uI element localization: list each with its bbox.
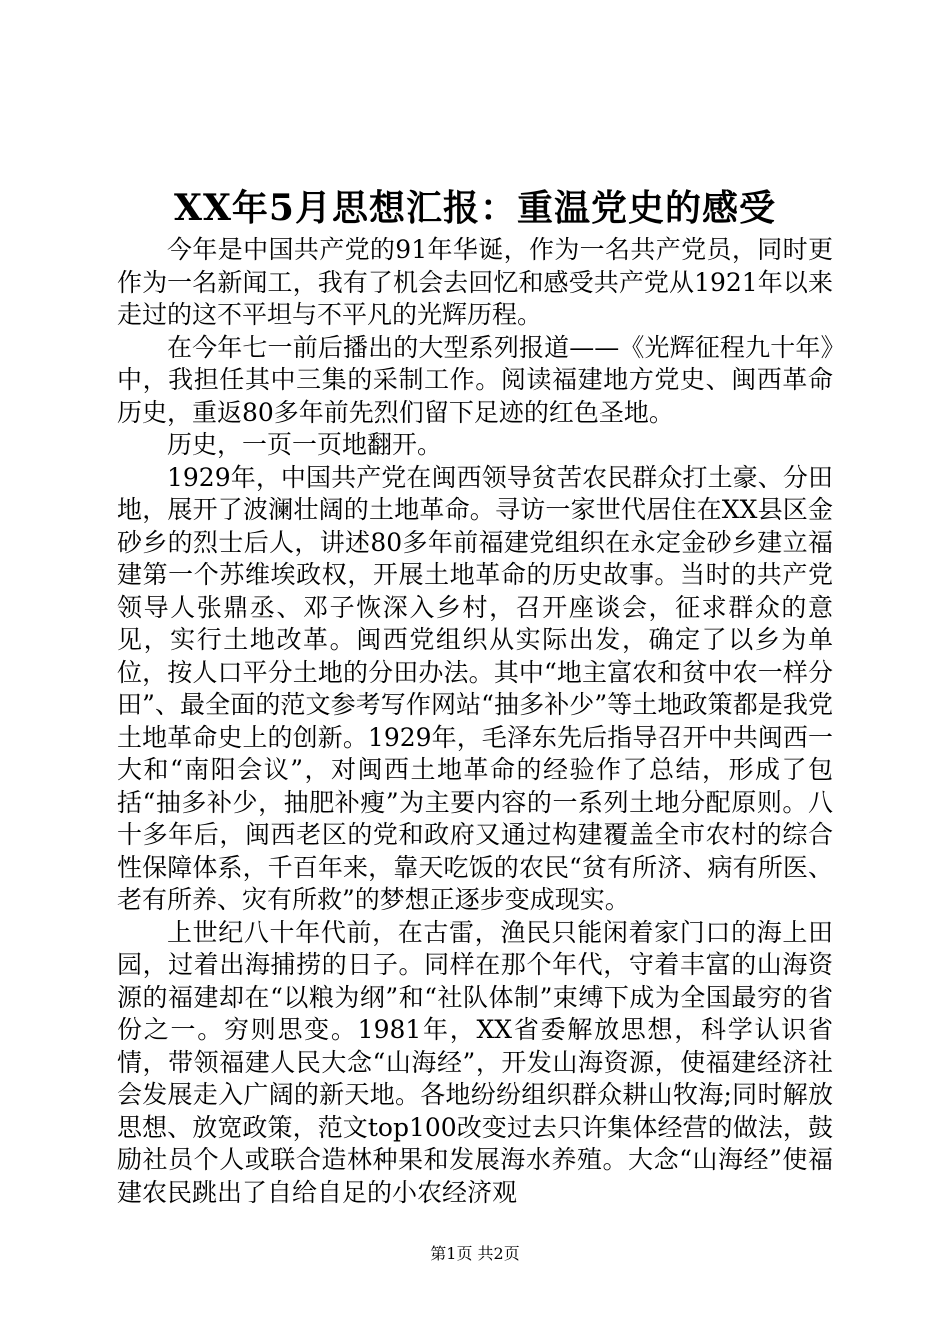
document-body [117, 234, 833, 1209]
paragraph-1: 今年是中国共产党的91年华诞，作为一名共产党员，同时更作为一名新闻工，我有了机会去回忆和感受共产党从1921年以来走过的这不平坦与不平凡的光辉历程。 [117, 235, 833, 329]
paragraph-5: 上世纪八十年代前，在古雷，渔民只能闲着家门口的海上田园，过着出海捕捞的日子。同样在那个年代，守着丰富的山海资源的福建却在“以粮为纲”和“社队体制”束缚下成为全国最穷的省份之一。穷则思变。1981年，XX省委解放思想，科学认识省情，带领福建人民大念“山海经”，开发山海资源，使福建经济社会发展走入广阔的新天地。各地纷纷组织群众耕山牧海;同时解放思想、放宽政策，范文top100改变过去只许集体经营的做法，鼓励社员个人或联合造林种果和发展海水养殖。大念“山海经”使福建农民跳出了自给自足的小农经济观 [117, 917, 833, 1207]
document-title: XX年5月思想汇报：重温党史的感受 [174, 187, 776, 229]
page-footer: 第1页 共2页 [430, 1244, 520, 1263]
paragraph-3: 历史，一页一页地翻开。 [167, 430, 443, 459]
paragraph-4: 1929年，中国共产党在闽西领导贫苦农民群众打土豪、分田地，展开了波澜壮阔的土地革命。寻访一家世代居住在XX县区金砂乡的烈士后人，讲述80多年前福建党组织在永定金砂乡建立福建第一个苏维埃政权，开展土地革命的历史故事。当时的共产党领导人张鼎丞、邓子恢深入乡村，召开座谈会，征求群众的意见，实行土地改革。闽西党组织从实际出发，确定了以乡为单位，按人口平分土地的分田办法。其中“地主富农和贫中农一样分田”、最全面的范文参考写作网站“抽多补少”等土地政策都是我党土地革命史上的创新。1929年，毛泽东先后指导召开中共闽西一大和“南阳会议”，对闽西土地革命的经验作了总结，形成了包括“抽多补少，抽肥补瘦”为主要内容的一系列土地分配原则。八十多年后，闽西老区的党和政府又通过构建覆盖全市农村的综合性保障体系，千百年来，靠天吃饭的农民“贫有所济、病有所医、老有所养、灾有所救”的梦想正逐步变成现实。 [117, 462, 833, 914]
paragraph-2: 在今年七一前后播出的大型系列报道——《光辉征程九十年》中，我担任其中三集的采制工作。阅读福建地方党史、闽西革命历史，重返80多年前先烈们留下足迹的红色圣地。 [117, 332, 833, 427]
